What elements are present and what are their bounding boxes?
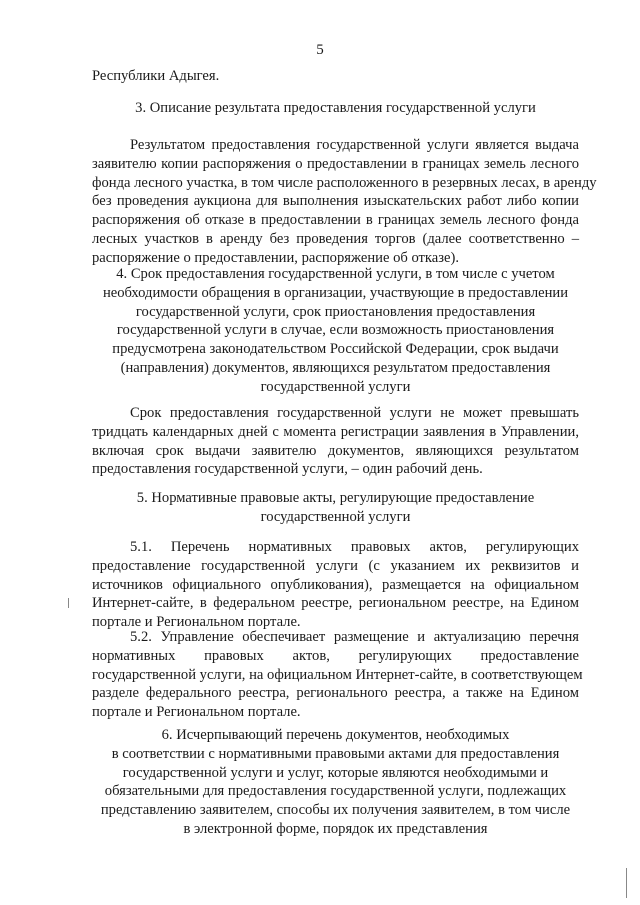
heading-line: в электронной форме, порядок их представления bbox=[183, 820, 488, 837]
section-3-paragraph bbox=[92, 136, 597, 268]
lead-line: Республики Адыгея. bbox=[92, 68, 220, 84]
heading-line: государственной услуги bbox=[260, 508, 411, 525]
section-5-heading bbox=[92, 489, 579, 527]
scan-mark bbox=[626, 868, 627, 898]
text-line: включая срок выдачи заявителю документов, являющихся результатом bbox=[92, 442, 579, 459]
text-line: разделе федерального реестра, регионального реестра, а также на Едином bbox=[92, 685, 579, 702]
heading-line: необходимости обращения в организации, участвующие в предоставлении bbox=[102, 284, 569, 301]
text-line: портале и Региональном портале. bbox=[92, 614, 301, 631]
scan-mark bbox=[68, 598, 69, 608]
section-3-heading: 3. Описание результата предоставления государственной услуги bbox=[135, 100, 536, 116]
text-line: 5.2. Управление обеспечивает размещение и актуализацию перечня bbox=[130, 629, 579, 645]
text-line: распоряжение о предоставлении, распоряжение об отказе). bbox=[92, 249, 460, 266]
page-number: 5 bbox=[316, 42, 324, 58]
heading-line: представлению заявителем, способы их получения заявителем, в том числе bbox=[100, 802, 571, 819]
section-4-paragraph bbox=[92, 404, 579, 479]
text-line: без проведения аукциона для выполнения изыскательских работ либо копии bbox=[92, 193, 579, 210]
text-line: заявителю копии распоряжения о предоставлении в границах земель лесного bbox=[92, 155, 579, 172]
text-line: 5.1. Перечень нормативных правовых актов, регулирующих bbox=[130, 539, 579, 555]
text-line: портале и Региональном портале. bbox=[92, 704, 301, 721]
text-line: Срок предоставления государственной услуги не может превышать bbox=[130, 405, 579, 421]
text-line: предоставление государственной услуги (с указанием их реквизитов и bbox=[92, 557, 579, 574]
section-5-1-paragraph bbox=[92, 538, 579, 632]
section-4-heading bbox=[92, 265, 579, 397]
text-line: Результатом предоставления государственной услуги является выдача bbox=[130, 137, 579, 153]
text-line: государственной услуги, на официальном Интернет-сайте, в соответствующем bbox=[92, 666, 583, 683]
heading-line: государственной услуги bbox=[260, 378, 411, 395]
section-5-2-paragraph bbox=[92, 628, 583, 722]
heading-line: предусмотрена законодательством Российской Федерации, срок выдачи bbox=[112, 341, 559, 358]
text-line: тридцать календарных дней с момента регистрации заявления в Управлении, bbox=[92, 423, 579, 440]
heading-line: 6. Исчерпывающий перечень документов, необходимых bbox=[161, 727, 510, 743]
heading-line: 4. Срок предоставления государственной услуги, в том числе с учетом bbox=[116, 266, 555, 282]
heading-line: обязательными для предоставления государственной услуги, подлежащих bbox=[104, 783, 567, 800]
heading-line: (направления) документов, являющихся результатом предоставления bbox=[120, 359, 551, 376]
heading-line: государственной услуги в случае, если возможность приостановления bbox=[116, 322, 555, 339]
text-line: Интернет-сайте, в федеральном реестре, региональном реестре, на Едином bbox=[92, 595, 579, 612]
heading-line: 5. Нормативные правовые акты, регулирующие предоставление bbox=[136, 490, 535, 506]
text-line: распоряжения об отказе в предоставлении в границах земель лесного фонда bbox=[92, 212, 579, 229]
heading-line: в соответствии с нормативными правовыми актами для предоставления bbox=[111, 745, 560, 762]
text-line: источников официального опубликования), размещается на официальном bbox=[92, 576, 579, 593]
text-line: фонда лесного участка, в том числе расположенного в резервных лесах, в аренду bbox=[92, 174, 597, 191]
heading-line: государственной услуги, срок приостановления предоставления bbox=[135, 303, 536, 320]
text-line: нормативных правовых актов, регулирующих предоставление bbox=[92, 647, 579, 664]
heading-line: государственной услуги и услуг, которые являются необходимыми и bbox=[122, 764, 549, 781]
text-line: предоставления государственной услуги, – один рабочий день. bbox=[92, 461, 483, 478]
text-line: лесных участков в аренду без проведения торгов (далее соответственно – bbox=[92, 230, 579, 247]
section-6-heading bbox=[92, 726, 579, 839]
